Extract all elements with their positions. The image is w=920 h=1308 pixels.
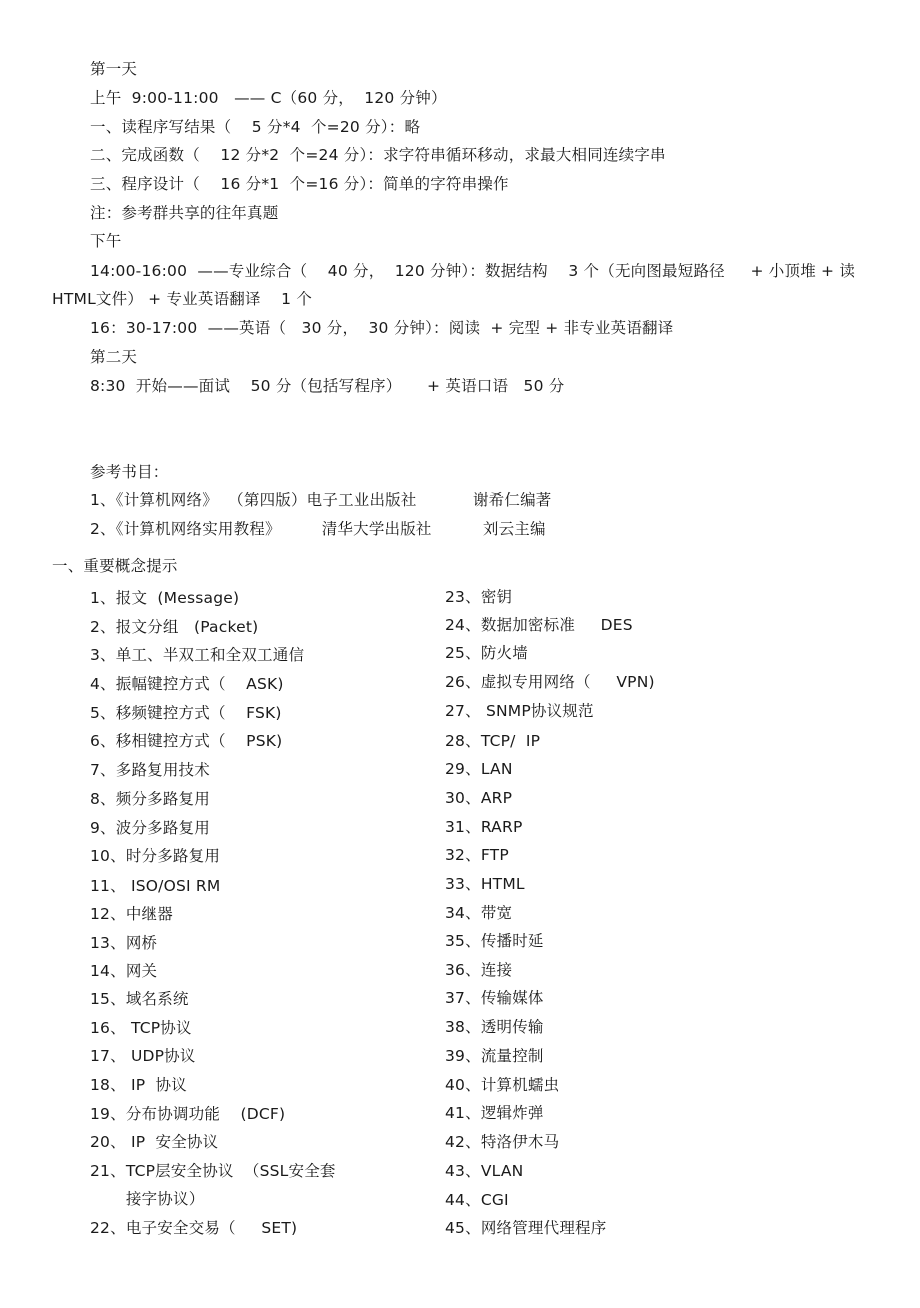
day2-line: 8:30 开始——面试 50 分（包括写程序） + 英语口语 50 分 bbox=[90, 377, 565, 395]
part2-line: 二、完成函数（ 12 分*2 个=24 分）：求字符串循环移动，求最大相同连续字串 bbox=[90, 146, 666, 164]
concept-item: 41、逻辑炸弹 bbox=[445, 1104, 544, 1122]
concept-item: 15、域名系统 bbox=[90, 990, 189, 1008]
day1-title: 第一天 bbox=[90, 60, 138, 78]
concept-item: 2、报文分组 (Packet) bbox=[90, 618, 259, 636]
note-line: 注：参考群共享的往年真题 bbox=[90, 204, 279, 222]
pm-line-1-continued: HTML文件） + 专业英语翻译 1 个 bbox=[52, 290, 313, 308]
concept-item: 11、 ISO/OSI RM bbox=[90, 877, 221, 895]
concept-item: 25、防火墙 bbox=[445, 644, 528, 662]
concept-item: 1、报文 (Message) bbox=[90, 589, 240, 607]
concept-item: 23、密钥 bbox=[445, 588, 513, 606]
concept-item: 33、HTML bbox=[445, 875, 525, 893]
concepts-heading: 一、重要概念提示 bbox=[52, 557, 178, 575]
concept-item: 38、透明传输 bbox=[445, 1018, 544, 1036]
pm-title: 下午 bbox=[90, 232, 122, 250]
concept-item: 40、计算机蠕虫 bbox=[445, 1076, 560, 1094]
concept-item: 44、CGI bbox=[445, 1191, 509, 1209]
concept-item: 16、 TCP协议 bbox=[90, 1019, 192, 1037]
concept-item: 37、传输媒体 bbox=[445, 989, 544, 1007]
concept-item: 6、移相键控方式（ PSK) bbox=[90, 732, 283, 750]
pm-line-2: 16：30-17:00 ——英语（ 30 分， 30 分钟）：阅读 + 完型 + 非专业英语翻译 bbox=[90, 319, 674, 337]
concept-item: 4、振幅键控方式（ ASK) bbox=[90, 675, 284, 693]
concept-item: 9、波分多路复用 bbox=[90, 819, 210, 837]
part3-line: 三、程序设计（ 16 分*1 个=16 分）：简单的字符串操作 bbox=[90, 175, 509, 193]
concept-item: 45、网络管理代理程序 bbox=[445, 1219, 607, 1237]
concept-item-continued: 接字协议） bbox=[90, 1190, 205, 1208]
concept-item: 27、 SNMP协议规范 bbox=[445, 702, 594, 720]
concept-item: 20、 IP 安全协议 bbox=[90, 1133, 219, 1151]
concept-item: 12、中继器 bbox=[90, 905, 173, 923]
pm-line-1: 14:00-16:00 ——专业综合（ 40 分， 120 分钟）：数据结构 3 个（无向图最短路径 + 小顶堆 + 读 bbox=[90, 262, 856, 280]
concept-item: 31、RARP bbox=[445, 818, 523, 836]
concept-item: 28、TCP/ IP bbox=[445, 732, 541, 750]
concept-item: 35、传播时延 bbox=[445, 932, 544, 950]
day2-title: 第二天 bbox=[90, 348, 138, 366]
concept-item: 5、移频键控方式（ FSK) bbox=[90, 704, 282, 722]
concept-item: 26、虚拟专用网络（ VPN) bbox=[445, 673, 655, 691]
concept-item: 7、多路复用技术 bbox=[90, 761, 210, 779]
concept-item: 17、 UDP协议 bbox=[90, 1047, 196, 1065]
concept-item: 32、FTP bbox=[445, 846, 509, 864]
reference-book-2: 2、《计算机网络实用教程》 清华大学出版社 刘云主编 bbox=[90, 520, 546, 538]
concept-item: 42、特洛伊木马 bbox=[445, 1133, 560, 1151]
concept-item: 8、频分多路复用 bbox=[90, 790, 210, 808]
references-title: 参考书目： bbox=[90, 463, 169, 481]
concept-item: 30、ARP bbox=[445, 789, 513, 807]
concept-item: 3、单工、半双工和全双工通信 bbox=[90, 646, 305, 664]
concept-item: 19、分布协调功能 (DCF) bbox=[90, 1105, 286, 1123]
am-session-line: 上午 9:00-11:00 —— C（60 分， 120 分钟） bbox=[90, 89, 447, 107]
concept-item: 39、流量控制 bbox=[445, 1047, 544, 1065]
concept-item: 22、电子安全交易（ SET) bbox=[90, 1219, 298, 1237]
concept-item: 43、VLAN bbox=[445, 1162, 524, 1180]
concept-item: 34、带宽 bbox=[445, 904, 513, 922]
part1-line: 一、读程序写结果（ 5 分*4 个=20 分）：略 bbox=[90, 118, 421, 136]
concept-item: 13、网桥 bbox=[90, 934, 158, 952]
concept-item: 10、时分多路复用 bbox=[90, 847, 221, 865]
concept-item: 29、LAN bbox=[445, 760, 513, 778]
concept-item: 14、网关 bbox=[90, 962, 158, 980]
concept-item: 21、TCP层安全协议 （SSL安全套 bbox=[90, 1162, 336, 1180]
concept-item: 18、 IP 协议 bbox=[90, 1076, 187, 1094]
concept-item: 36、连接 bbox=[445, 961, 513, 979]
reference-book-1: 1、《计算机网络》 （第四版）电子工业出版社 谢希仁编著 bbox=[90, 491, 552, 509]
concept-item: 24、数据加密标准 DES bbox=[445, 616, 633, 634]
